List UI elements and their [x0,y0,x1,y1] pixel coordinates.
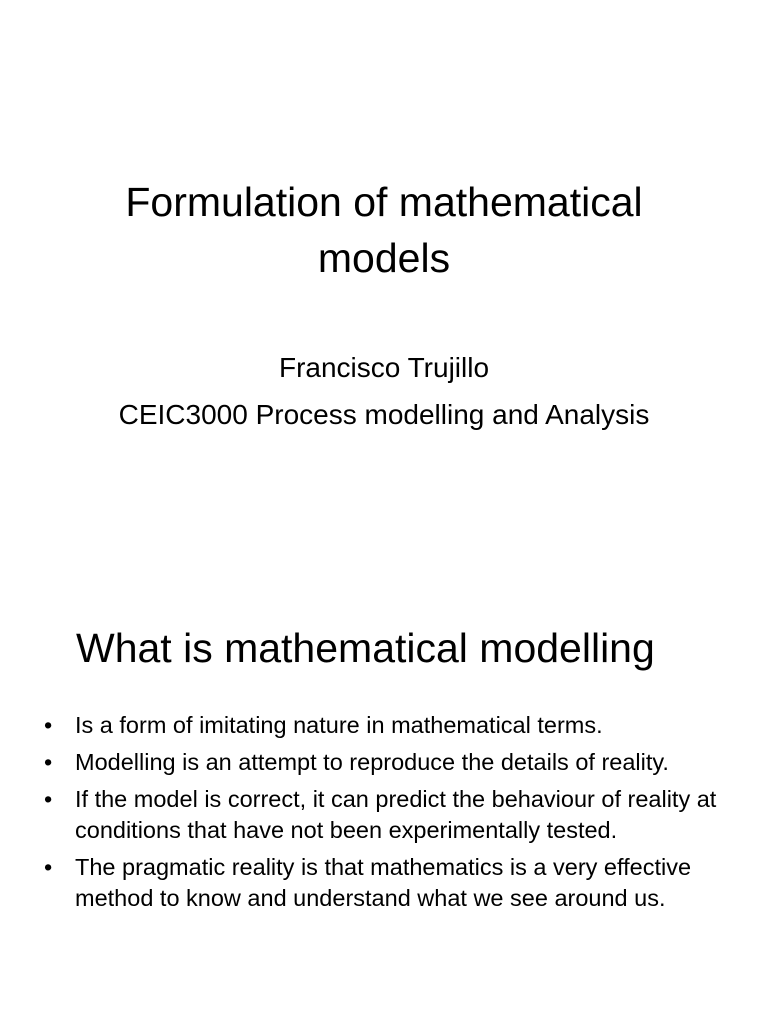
content-slide [0,576,768,1024]
bullet-item [44,747,734,778]
bullet-dot-icon: • [44,749,53,775]
bullet-list [44,710,734,920]
subtitle-spacer [115,388,653,395]
bullet-text: The pragmatic reality is that mathematics is a very effective method to know and understand what we see around us. [75,854,692,911]
bullet-item [44,710,734,741]
content-slide-title: What is mathematical modelling [76,625,655,671]
author-name: Francisco Trujillo [278,352,490,383]
bullet-item [44,784,734,846]
bullet-text: Is a form of imitating nature in mathematical terms. [75,712,603,738]
bullet-text: If the model is correct, it can predict the behaviour of reality at conditions that have not been experimentally tested. [75,786,717,843]
course-name: CEIC3000 Process modelling and Analysis [118,399,650,430]
bullet-dot-icon: • [44,786,53,812]
slide-subtitle [115,348,653,435]
bullet-dot-icon: • [44,712,53,738]
bullet-text: Modelling is an attempt to reproduce the details of reality. [75,749,669,775]
bullet-item [44,852,734,914]
slide-title: Formulation of mathematical models [125,179,643,281]
bullet-dot-icon: • [44,854,53,880]
